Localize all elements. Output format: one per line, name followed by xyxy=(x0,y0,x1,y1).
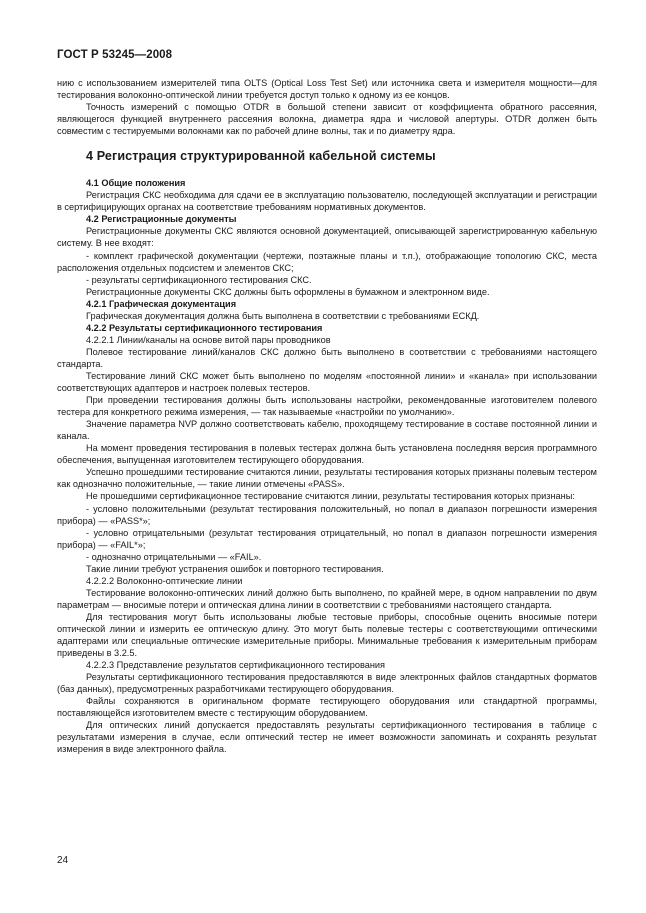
clause-heading: 4.2.2.1 Линии/каналы на основе витой пары проводников xyxy=(86,334,331,345)
list-item: - условно отрицательными (результат тестирования отрицательный, но попал в диапазон погрешности измерения прибора) — «FAIL*»; xyxy=(57,527,597,550)
paragraph: Для оптических линий допускается предоставлять результаты сертификационного тестирования в таблице с результатами измерения в случае, если оптический тестер не имеет возможности запоминать и сохранять результат измерения в виде электронного файла. xyxy=(57,720,597,755)
list-item: - условно положительными (результат тестирования положительный, но попал в диапазон погрешности измерения прибора) — «PASS*»; xyxy=(57,503,597,526)
paragraph: Регистрация СКС необходима для сдачи ее в эксплуатацию пользователю, последующей эксплуатации и регистрации в сертифицирующих органах на соответствие требованиям нормативных документов. xyxy=(57,190,597,213)
paragraph: При проведении тестирования должны быть использованы настройки, рекомендованные изготовителем полевого тестера для конкретного режима измерения, — так называемые «настройки по умолчанию». xyxy=(57,395,597,418)
paragraph: Тестирование волоконно-оптических линий должно быть выполнено, по крайней мере, в одном направлении по двум параметрам — вносимые потери и оптическая длина линии в соответствии с требованиями настоящего стандарта. xyxy=(57,587,597,610)
subsection-heading: 4.1 Общие положения xyxy=(86,178,186,189)
clause-heading: 4.2.2.2 Волоконно-оптические линии xyxy=(86,575,243,586)
list-item: - результаты сертификационного тестирования СКС. xyxy=(86,274,312,285)
paragraph: Графическая документация должна быть выполнена в соответствии с требованиями ЕСКД. xyxy=(86,310,480,321)
paragraph: Не прошедшими сертификационное тестирование считаются линии, результаты тестирования которых признаны: xyxy=(86,491,575,502)
page-content xyxy=(57,77,597,755)
page-number: 24 xyxy=(57,855,69,866)
paragraph: Полевое тестирование линий/каналов СКС должно быть выполнено в соответствии с требованиями настоящего стандарта. xyxy=(57,346,597,369)
paragraph: Регистрационные документы СКС являются основной документацией, описывающей зарегистрированную кабельную систему. В нее входят: xyxy=(57,226,597,249)
list-item: - комплект графической документации (чертежи, поэтажные планы и т.п.), отображающие топологию СКС, места расположения отдельных подсистем и элементов СКС; xyxy=(57,250,597,273)
subsection-heading: 4.2 Регистрационные документы xyxy=(86,214,237,225)
paragraph: На момент проведения тестирования в полевых тестерах должна быть установлена последняя версия программного обеспечения, выпущенная изготовителем тестирующего оборудования. xyxy=(57,443,597,466)
paragraph: Успешно прошедшими тестирование считаются линии, результаты тестирования которых признаны полевым тестером как однозначно положительные, — такие линии отмечены «PASS». xyxy=(57,467,597,490)
paragraph: Файлы сохраняются в оригинальном формате тестирующего оборудования или стандартной программы, поставляющейся изготовителем вместе с тестирующим оборудованием. xyxy=(57,696,597,719)
list-item: - однозначно отрицательными — «FAIL». xyxy=(86,551,262,562)
paragraph: Регистрационные документы СКС должны быть оформлены в бумажном и электронном виде. xyxy=(86,286,490,297)
paragraph: Значение параметра NVP должно соответствовать кабелю, проходящему тестирование в составе постоянной линии и канала. xyxy=(57,419,597,442)
subsection-heading: 4.2.1 Графическая документация xyxy=(86,298,237,309)
page-header: ГОСТ Р 53245—2008 xyxy=(57,49,173,61)
paragraph: Для тестирования могут быть использованы любые тестовые приборы, способные оценить вносимые потери оптической линии и измерить ее оптическую длину. Это могут быть полевые тестеры с соответствующими оптическими адаптерами или специальные оптические измерительные приборы. Минимальные требования к измерительным приборам приведены в 3.2.5. xyxy=(57,611,597,659)
section-heading: 4 Регистрация структурированной кабельной системы xyxy=(86,149,436,164)
paragraph: Такие линии требуют устранения ошибок и повторного тестирования. xyxy=(86,563,384,574)
paragraph: Результаты сертификационного тестирования предоставляются в виде электронных файлов стандартных форматов (баз данных), предусмотренных разработчиками тестирующего оборудования. xyxy=(57,672,597,695)
subsection-heading: 4.2.2 Результаты сертификационного тестирования xyxy=(86,322,323,333)
paragraph: Тестирование линий СКС может быть выполнено по моделям «постоянной линии» и «канала» при использовании соответствующих адаптеров и настроек полевых тестеров. xyxy=(57,370,597,394)
paragraph: Точность измерений с помощью OTDR в большой степени зависит от коэффициента обратного рассеяния, являющегося функцией внутреннего рассеяния волокна, диаметра ядра и числовой апертуры. OTDR должен быть совместим с тестируемыми волокнами как по рабочей длине волны, так и по диаметру ядра. xyxy=(57,102,597,137)
clause-heading: 4.2.2.3 Представление результатов сертификационного тестирования xyxy=(86,660,386,671)
paragraph: нию с использованием измерителей типа OLTS (Optical Loss Test Set) или источника света и измерителя мощности—для тестирования волоконно-оптической линии требуется доступ только к одному из ее концов. xyxy=(57,78,597,101)
